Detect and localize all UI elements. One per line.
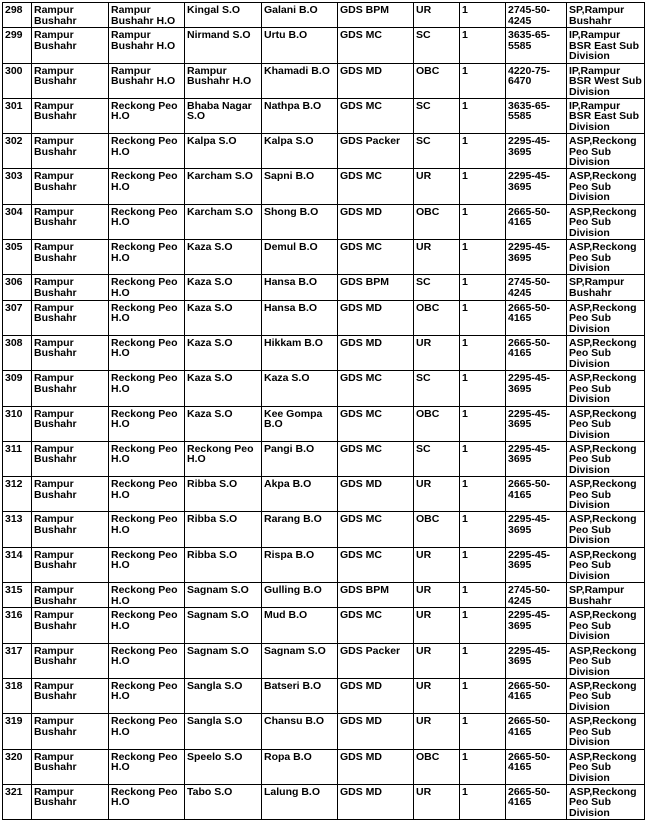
head-office-cell: Reckong Peo H.O [109, 678, 185, 713]
vacancy-count-cell: 1 [460, 3, 506, 28]
table-row [3, 441, 645, 476]
sub-office-cell: Nirmand S.O [185, 28, 262, 63]
category-cell: OBC [414, 749, 460, 784]
table-row [3, 784, 645, 819]
recruiting-authority-cell: SP,Rampur Bushahr [567, 275, 645, 300]
table-row [3, 240, 645, 275]
branch-office-cell: Kee Gompa B.O [262, 406, 338, 441]
division-cell: Rampur Bushahr [32, 406, 109, 441]
sl-no-cell: 298 [3, 3, 32, 28]
head-office-cell: Reckong Peo H.O [109, 204, 185, 239]
pay-scale-cell: 2295-45-3695 [506, 547, 567, 582]
pay-scale-cell: 2295-45-3695 [506, 441, 567, 476]
head-office-cell: Reckong Peo H.O [109, 275, 185, 300]
post-name-cell: GDS MC [338, 547, 414, 582]
division-cell: Rampur Bushahr [32, 784, 109, 819]
category-cell: OBC [414, 406, 460, 441]
recruitment-table [2, 2, 645, 820]
branch-office-cell: Batseri B.O [262, 678, 338, 713]
recruiting-authority-cell: ASP,Reckong Peo Sub Division [567, 643, 645, 678]
branch-office-cell: Mud B.O [262, 608, 338, 643]
division-cell: Rampur Bushahr [32, 3, 109, 28]
category-cell: UR [414, 477, 460, 512]
vacancy-count-cell: 1 [460, 714, 506, 749]
sl-no-cell: 300 [3, 63, 32, 98]
table-row [3, 300, 645, 335]
recruiting-authority-cell: ASP,Reckong Peo Sub Division [567, 300, 645, 335]
head-office-cell: Reckong Peo H.O [109, 547, 185, 582]
branch-office-cell: Demul B.O [262, 240, 338, 275]
head-office-cell: Reckong Peo H.O [109, 406, 185, 441]
division-cell: Rampur Bushahr [32, 98, 109, 133]
branch-office-cell: Khamadi B.O [262, 63, 338, 98]
vacancy-count-cell: 1 [460, 275, 506, 300]
sub-office-cell: Kaza S.O [185, 240, 262, 275]
branch-office-cell: Sapni B.O [262, 169, 338, 204]
post-name-cell: GDS MC [338, 240, 414, 275]
division-cell: Rampur Bushahr [32, 169, 109, 204]
division-cell: Rampur Bushahr [32, 608, 109, 643]
branch-office-cell: Akpa B.O [262, 477, 338, 512]
table-row [3, 608, 645, 643]
sub-office-cell: Kaza S.O [185, 371, 262, 406]
pay-scale-cell: 3635-65-5585 [506, 28, 567, 63]
head-office-cell: Reckong Peo H.O [109, 512, 185, 547]
branch-office-cell: Lalung B.O [262, 784, 338, 819]
division-cell: Rampur Bushahr [32, 275, 109, 300]
category-cell: OBC [414, 204, 460, 239]
head-office-cell: Reckong Peo H.O [109, 784, 185, 819]
category-cell: UR [414, 784, 460, 819]
head-office-cell: Reckong Peo H.O [109, 643, 185, 678]
vacancy-count-cell: 1 [460, 371, 506, 406]
table-row [3, 547, 645, 582]
vacancy-count-cell: 1 [460, 583, 506, 608]
branch-office-cell: Gulling B.O [262, 583, 338, 608]
recruiting-authority-cell: IP,Rampur BSR East Sub Division [567, 98, 645, 133]
sub-office-cell: Kingal S.O [185, 3, 262, 28]
branch-office-cell: Nathpa B.O [262, 98, 338, 133]
pay-scale-cell: 2745-50-4245 [506, 583, 567, 608]
vacancy-count-cell: 1 [460, 512, 506, 547]
sl-no-cell: 307 [3, 300, 32, 335]
sl-no-cell: 319 [3, 714, 32, 749]
head-office-cell: Reckong Peo H.O [109, 371, 185, 406]
post-name-cell: GDS MD [338, 784, 414, 819]
table-row [3, 63, 645, 98]
head-office-cell: Reckong Peo H.O [109, 583, 185, 608]
branch-office-cell: Sagnam S.O [262, 643, 338, 678]
category-cell: UR [414, 583, 460, 608]
sl-no-cell: 313 [3, 512, 32, 547]
vacancy-count-cell: 1 [460, 63, 506, 98]
sl-no-cell: 301 [3, 98, 32, 133]
sl-no-cell: 317 [3, 643, 32, 678]
table-row [3, 678, 645, 713]
sub-office-cell: Karcham S.O [185, 204, 262, 239]
sub-office-cell: Kaza S.O [185, 335, 262, 370]
head-office-cell: Rampur Bushahr H.O [109, 63, 185, 98]
sub-office-cell: Sagnam S.O [185, 643, 262, 678]
post-name-cell: GDS MC [338, 441, 414, 476]
category-cell: UR [414, 169, 460, 204]
pay-scale-cell: 2665-50-4165 [506, 784, 567, 819]
pay-scale-cell: 2665-50-4165 [506, 300, 567, 335]
table-row [3, 134, 645, 169]
recruiting-authority-cell: ASP,Reckong Peo Sub Division [567, 512, 645, 547]
table-body [3, 3, 645, 820]
pay-scale-cell: 2745-50-4245 [506, 3, 567, 28]
recruiting-authority-cell: ASP,Reckong Peo Sub Division [567, 240, 645, 275]
recruiting-authority-cell: IP,Rampur BSR East Sub Division [567, 28, 645, 63]
recruiting-authority-cell: ASP,Reckong Peo Sub Division [567, 204, 645, 239]
category-cell: UR [414, 547, 460, 582]
sl-no-cell: 312 [3, 477, 32, 512]
sl-no-cell: 305 [3, 240, 32, 275]
head-office-cell: Rampur Bushahr H.O [109, 28, 185, 63]
branch-office-cell: Hansa B.O [262, 275, 338, 300]
category-cell: SC [414, 98, 460, 133]
sub-office-cell: Kalpa S.O [185, 134, 262, 169]
post-name-cell: GDS MC [338, 98, 414, 133]
vacancy-count-cell: 1 [460, 749, 506, 784]
division-cell: Rampur Bushahr [32, 441, 109, 476]
recruiting-authority-cell: ASP,Reckong Peo Sub Division [567, 406, 645, 441]
category-cell: SC [414, 275, 460, 300]
recruiting-authority-cell: ASP,Reckong Peo Sub Division [567, 441, 645, 476]
division-cell: Rampur Bushahr [32, 643, 109, 678]
sl-no-cell: 304 [3, 204, 32, 239]
branch-office-cell: Ropa B.O [262, 749, 338, 784]
sub-office-cell: Kaza S.O [185, 406, 262, 441]
head-office-cell: Reckong Peo H.O [109, 134, 185, 169]
category-cell: UR [414, 335, 460, 370]
sub-office-cell: Ribba S.O [185, 512, 262, 547]
division-cell: Rampur Bushahr [32, 63, 109, 98]
head-office-cell: Reckong Peo H.O [109, 441, 185, 476]
recruiting-authority-cell: ASP,Reckong Peo Sub Division [567, 608, 645, 643]
sl-no-cell: 308 [3, 335, 32, 370]
post-name-cell: GDS MD [338, 678, 414, 713]
vacancy-count-cell: 1 [460, 784, 506, 819]
branch-office-cell: Galani B.O [262, 3, 338, 28]
post-name-cell: GDS BPM [338, 3, 414, 28]
branch-office-cell: Hikkam B.O [262, 335, 338, 370]
pay-scale-cell: 2665-50-4165 [506, 749, 567, 784]
branch-office-cell: Rarang B.O [262, 512, 338, 547]
post-name-cell: GDS MD [338, 335, 414, 370]
head-office-cell: Reckong Peo H.O [109, 477, 185, 512]
sub-office-cell: Ribba S.O [185, 547, 262, 582]
sub-office-cell: Bhaba Nagar S.O [185, 98, 262, 133]
pay-scale-cell: 2665-50-4165 [506, 204, 567, 239]
sub-office-cell: Reckong Peo H.O [185, 441, 262, 476]
pay-scale-cell: 2295-45-3695 [506, 406, 567, 441]
sl-no-cell: 315 [3, 583, 32, 608]
vacancy-count-cell: 1 [460, 134, 506, 169]
branch-office-cell: Kalpa S.O [262, 134, 338, 169]
recruiting-authority-cell: SP,Rampur Bushahr [567, 3, 645, 28]
division-cell: Rampur Bushahr [32, 749, 109, 784]
post-name-cell: GDS Packer [338, 134, 414, 169]
category-cell: UR [414, 643, 460, 678]
division-cell: Rampur Bushahr [32, 134, 109, 169]
recruiting-authority-cell: ASP,Reckong Peo Sub Division [567, 169, 645, 204]
category-cell: SC [414, 441, 460, 476]
pay-scale-cell: 2665-50-4165 [506, 714, 567, 749]
head-office-cell: Reckong Peo H.O [109, 98, 185, 133]
division-cell: Rampur Bushahr [32, 714, 109, 749]
table-row [3, 406, 645, 441]
vacancy-count-cell: 1 [460, 335, 506, 370]
sub-office-cell: Sangla S.O [185, 714, 262, 749]
pay-scale-cell: 2295-45-3695 [506, 608, 567, 643]
vacancy-count-cell: 1 [460, 28, 506, 63]
recruiting-authority-cell: ASP,Reckong Peo Sub Division [567, 547, 645, 582]
post-name-cell: GDS MD [338, 300, 414, 335]
recruiting-authority-cell: ASP,Reckong Peo Sub Division [567, 714, 645, 749]
post-name-cell: GDS MC [338, 406, 414, 441]
category-cell: OBC [414, 300, 460, 335]
category-cell: OBC [414, 63, 460, 98]
sl-no-cell: 306 [3, 275, 32, 300]
branch-office-cell: Kaza S.O [262, 371, 338, 406]
pay-scale-cell: 2295-45-3695 [506, 169, 567, 204]
sub-office-cell: Speelo S.O [185, 749, 262, 784]
branch-office-cell: Rispa B.O [262, 547, 338, 582]
table-row [3, 749, 645, 784]
branch-office-cell: Hansa B.O [262, 300, 338, 335]
pay-scale-cell: 2295-45-3695 [506, 643, 567, 678]
sl-no-cell: 318 [3, 678, 32, 713]
sl-no-cell: 299 [3, 28, 32, 63]
vacancy-count-cell: 1 [460, 643, 506, 678]
vacancy-count-cell: 1 [460, 406, 506, 441]
recruiting-authority-cell: IP,Rampur BSR West Sub Division [567, 63, 645, 98]
pay-scale-cell: 2665-50-4165 [506, 477, 567, 512]
vacancy-count-cell: 1 [460, 169, 506, 204]
sl-no-cell: 321 [3, 784, 32, 819]
table-row [3, 204, 645, 239]
post-name-cell: GDS MC [338, 28, 414, 63]
sub-office-cell: Kaza S.O [185, 300, 262, 335]
pay-scale-cell: 4220-75-6470 [506, 63, 567, 98]
pay-scale-cell: 2745-50-4245 [506, 275, 567, 300]
sl-no-cell: 320 [3, 749, 32, 784]
table-row [3, 169, 645, 204]
sub-office-cell: Sagnam S.O [185, 608, 262, 643]
category-cell: UR [414, 714, 460, 749]
division-cell: Rampur Bushahr [32, 512, 109, 547]
post-name-cell: GDS MD [338, 63, 414, 98]
head-office-cell: Reckong Peo H.O [109, 335, 185, 370]
recruiting-authority-cell: ASP,Reckong Peo Sub Division [567, 477, 645, 512]
table-row [3, 28, 645, 63]
post-name-cell: GDS MC [338, 169, 414, 204]
pay-scale-cell: 2665-50-4165 [506, 678, 567, 713]
sub-office-cell: Sangla S.O [185, 678, 262, 713]
division-cell: Rampur Bushahr [32, 547, 109, 582]
sub-office-cell: Rampur Bushahr H.O [185, 63, 262, 98]
post-name-cell: GDS BPM [338, 275, 414, 300]
division-cell: Rampur Bushahr [32, 28, 109, 63]
sl-no-cell: 302 [3, 134, 32, 169]
sl-no-cell: 316 [3, 608, 32, 643]
post-name-cell: GDS MC [338, 371, 414, 406]
pay-scale-cell: 3635-65-5585 [506, 98, 567, 133]
head-office-cell: Reckong Peo H.O [109, 300, 185, 335]
division-cell: Rampur Bushahr [32, 335, 109, 370]
category-cell: UR [414, 678, 460, 713]
sl-no-cell: 311 [3, 441, 32, 476]
vacancy-count-cell: 1 [460, 608, 506, 643]
table-row [3, 477, 645, 512]
table-row [3, 371, 645, 406]
category-cell: SC [414, 371, 460, 406]
head-office-cell: Reckong Peo H.O [109, 169, 185, 204]
vacancy-count-cell: 1 [460, 204, 506, 239]
division-cell: Rampur Bushahr [32, 678, 109, 713]
recruiting-authority-cell: ASP,Reckong Peo Sub Division [567, 134, 645, 169]
head-office-cell: Reckong Peo H.O [109, 749, 185, 784]
post-name-cell: GDS MD [338, 714, 414, 749]
table-row [3, 335, 645, 370]
category-cell: UR [414, 608, 460, 643]
vacancy-count-cell: 1 [460, 547, 506, 582]
branch-office-cell: Shong B.O [262, 204, 338, 239]
division-cell: Rampur Bushahr [32, 477, 109, 512]
table-row [3, 643, 645, 678]
post-name-cell: GDS MC [338, 512, 414, 547]
vacancy-count-cell: 1 [460, 678, 506, 713]
division-cell: Rampur Bushahr [32, 240, 109, 275]
sl-no-cell: 309 [3, 371, 32, 406]
recruiting-authority-cell: ASP,Reckong Peo Sub Division [567, 749, 645, 784]
vacancy-count-cell: 1 [460, 441, 506, 476]
pay-scale-cell: 2295-45-3695 [506, 371, 567, 406]
head-office-cell: Reckong Peo H.O [109, 240, 185, 275]
category-cell: SC [414, 28, 460, 63]
pay-scale-cell: 2295-45-3695 [506, 134, 567, 169]
head-office-cell: Rampur Bushahr H.O [109, 3, 185, 28]
vacancy-count-cell: 1 [460, 477, 506, 512]
branch-office-cell: Pangi B.O [262, 441, 338, 476]
table-row [3, 3, 645, 28]
sl-no-cell: 310 [3, 406, 32, 441]
pay-scale-cell: 2295-45-3695 [506, 512, 567, 547]
branch-office-cell: Chansu B.O [262, 714, 338, 749]
branch-office-cell: Urtu B.O [262, 28, 338, 63]
head-office-cell: Reckong Peo H.O [109, 608, 185, 643]
sub-office-cell: Ribba S.O [185, 477, 262, 512]
post-name-cell: GDS MD [338, 749, 414, 784]
category-cell: SC [414, 134, 460, 169]
pay-scale-cell: 2665-50-4165 [506, 335, 567, 370]
category-cell: OBC [414, 512, 460, 547]
sub-office-cell: Tabo S.O [185, 784, 262, 819]
post-name-cell: GDS BPM [338, 583, 414, 608]
division-cell: Rampur Bushahr [32, 204, 109, 239]
vacancy-count-cell: 1 [460, 240, 506, 275]
category-cell: UR [414, 240, 460, 275]
sub-office-cell: Sagnam S.O [185, 583, 262, 608]
head-office-cell: Reckong Peo H.O [109, 714, 185, 749]
table-row [3, 98, 645, 133]
sl-no-cell: 303 [3, 169, 32, 204]
table-row [3, 714, 645, 749]
table-row [3, 583, 645, 608]
division-cell: Rampur Bushahr [32, 371, 109, 406]
sl-no-cell: 314 [3, 547, 32, 582]
vacancy-count-cell: 1 [460, 300, 506, 335]
recruiting-authority-cell: ASP,Reckong Peo Sub Division [567, 678, 645, 713]
recruiting-authority-cell: ASP,Reckong Peo Sub Division [567, 371, 645, 406]
vacancy-count-cell: 1 [460, 98, 506, 133]
category-cell: UR [414, 3, 460, 28]
table-row [3, 275, 645, 300]
recruiting-authority-cell: SP,Rampur Bushahr [567, 583, 645, 608]
sub-office-cell: Karcham S.O [185, 169, 262, 204]
post-name-cell: GDS MC [338, 608, 414, 643]
table-row [3, 512, 645, 547]
post-name-cell: GDS MD [338, 204, 414, 239]
post-name-cell: GDS MD [338, 477, 414, 512]
division-cell: Rampur Bushahr [32, 583, 109, 608]
post-name-cell: GDS Packer [338, 643, 414, 678]
recruiting-authority-cell: ASP,Reckong Peo Sub Division [567, 335, 645, 370]
pay-scale-cell: 2295-45-3695 [506, 240, 567, 275]
recruiting-authority-cell: ASP,Reckong Peo Sub Division [567, 784, 645, 819]
division-cell: Rampur Bushahr [32, 300, 109, 335]
sub-office-cell: Kaza S.O [185, 275, 262, 300]
